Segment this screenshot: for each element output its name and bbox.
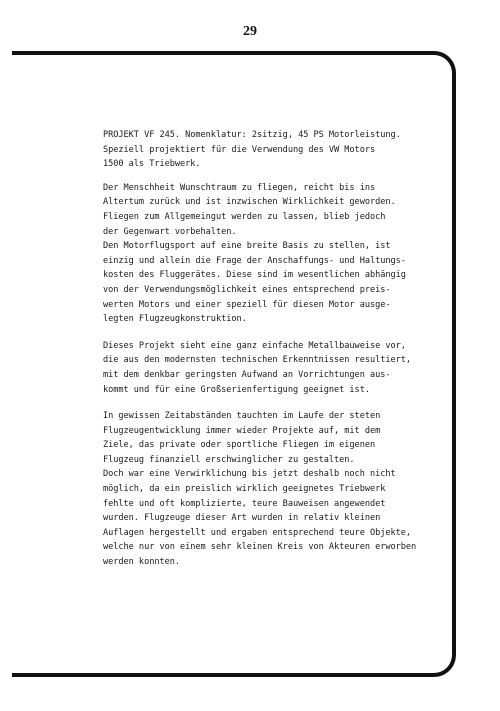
text-line: wurden. Flugzeuge dieser Art wurden in relativ kleinen (103, 513, 381, 524)
text-line: Speziell projektiert für die Verwendung des VW Motors (103, 144, 376, 155)
text-line: 1500 als Triebwerk. (103, 159, 201, 170)
text-line: kommt und für eine Großserienfertigung geeignet ist. (103, 384, 370, 395)
text-line: werden konnten. (103, 557, 181, 568)
text-line: Doch war eine Verwirklichung bis jetzt deshalb noch nicht (103, 469, 396, 480)
text-line: Fliegen zum Allgemeingut werden zu lassen, blieb jedoch (103, 211, 386, 222)
text-line: Ziele, das private oder sportliche Fliegen im eigenen (103, 440, 376, 451)
text-line: der Gegenwart vorbehalten. (103, 226, 237, 237)
text-line: welche nur von einem sehr kleinen Kreis von Akteuren erworben (103, 542, 417, 553)
text-line: von der Verwendungsmöglichkeit eines entsprechend preis- (103, 284, 391, 295)
text-line: mit dem denkbar geringsten Aufwand an Vorrichtungen aus- (103, 369, 391, 380)
text-line: Altertum zurück und ist inzwischen Wirklichkeit geworden. (103, 197, 396, 208)
page-number: 29 (243, 24, 257, 39)
paragraph-motorflugsport (103, 239, 445, 327)
text-line: die aus den modernsten technischen Erkenntnissen resultiert, (103, 355, 412, 366)
paragraph-history-projects (103, 409, 445, 467)
document-body (103, 128, 445, 570)
text-line: Flugzeug finanziell erschwinglicher zu gestalten. (103, 454, 355, 465)
paragraph-realisation (103, 467, 445, 569)
text-line: PROJEKT VF 245. Nomenklatur: 2sitzig, 45 PS Motorleistung. (103, 130, 401, 140)
text-line: Dieses Projekt sieht eine ganz einfache Metallbauweise vor, (103, 340, 406, 351)
text-line: Der Menschheit Wunschtraum zu fliegen, reicht bis ins (103, 182, 376, 193)
paragraph-project-spec (103, 128, 445, 172)
text-line: legten Flugzeugkonstruktion. (103, 314, 247, 325)
text-line: fehlte und oft komplizierte, teure Bauweisen angewendet (103, 498, 386, 509)
text-line: Flugzeugentwicklung immer wieder Projekte auf, mit dem (103, 425, 381, 436)
text-line: In gewissen Zeitabständen tauchten im Laufe der steten (103, 411, 381, 422)
text-line: möglich, da ein preislich wirklich geeignetes Triebwerk (103, 484, 386, 495)
text-line: einzig und allein die Frage der Anschaffungs- und Haltungs- (103, 255, 406, 266)
paragraph-dream-of-flight (103, 181, 445, 239)
text-line: kosten des Fluggerätes. Diese sind im wesentlichen abhängig (103, 270, 406, 281)
paragraph-metal-construction (103, 339, 445, 397)
text-line: werten Motors und einer speziell für diesen Motor ausge- (103, 299, 391, 310)
text-line: Auflagen hergestellt und ergaben entsprechend teure Objekte, (103, 527, 412, 538)
text-line: Den Motorflugsport auf eine breite Basis zu stellen, ist (103, 241, 391, 252)
